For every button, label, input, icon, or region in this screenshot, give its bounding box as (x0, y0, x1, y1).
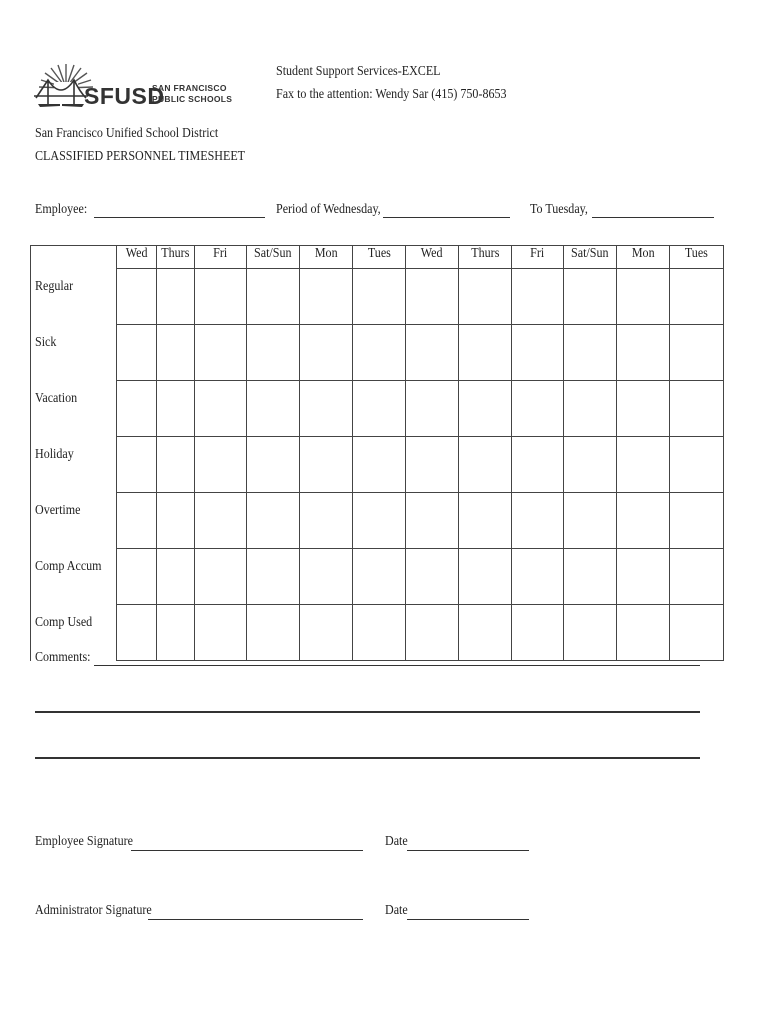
day-header: Mon (300, 246, 353, 269)
hours-cell[interactable] (670, 269, 724, 325)
hours-cell[interactable] (195, 549, 247, 605)
timesheet-table (30, 245, 724, 661)
day-header: Mon (617, 246, 670, 269)
logo-subtitle (152, 83, 232, 105)
hours-cell[interactable] (353, 381, 406, 437)
employee-field[interactable] (94, 217, 265, 218)
hours-cell[interactable] (670, 437, 724, 493)
hours-cell[interactable] (247, 437, 300, 493)
hours-cell[interactable] (157, 269, 195, 325)
row-label-header (31, 246, 117, 269)
hours-cell[interactable] (406, 493, 459, 549)
hours-cell[interactable] (617, 325, 670, 381)
hours-cell[interactable] (195, 381, 247, 437)
hours-cell[interactable] (117, 549, 157, 605)
hours-cell[interactable] (670, 325, 724, 381)
hours-cell[interactable] (512, 605, 564, 661)
hours-cell[interactable] (406, 437, 459, 493)
row-label: Sick (31, 325, 117, 381)
hours-cell[interactable] (195, 605, 247, 661)
day-header: Tues (353, 246, 406, 269)
employee-date-label: Date (385, 834, 408, 849)
comments-line-1[interactable] (94, 665, 700, 666)
employee-date-field[interactable] (407, 850, 529, 851)
hours-cell[interactable] (670, 381, 724, 437)
employee-signature-label: Employee Signature (35, 834, 133, 849)
hours-cell[interactable] (564, 325, 617, 381)
table-row (31, 493, 724, 549)
table-row (31, 381, 724, 437)
hours-cell[interactable] (247, 269, 300, 325)
hours-cell[interactable] (247, 325, 300, 381)
employee-signature-field[interactable] (131, 850, 363, 851)
hours-cell[interactable] (300, 605, 353, 661)
hours-cell[interactable] (353, 269, 406, 325)
day-header: Fri (512, 246, 564, 269)
hours-cell[interactable] (157, 493, 195, 549)
hours-cell[interactable] (459, 325, 512, 381)
hours-cell[interactable] (459, 381, 512, 437)
hours-cell[interactable] (157, 381, 195, 437)
logo-line-1: SAN FRANCISCO (152, 83, 227, 93)
hours-cell[interactable] (617, 493, 670, 549)
hours-cell[interactable] (247, 381, 300, 437)
hours-cell[interactable] (117, 437, 157, 493)
hours-cell[interactable] (670, 605, 724, 661)
day-header: Tues (670, 246, 724, 269)
hours-cell[interactable] (406, 549, 459, 605)
admin-signature-label: Administrator Signature (35, 903, 152, 918)
hours-cell[interactable] (670, 549, 724, 605)
hours-cell[interactable] (353, 605, 406, 661)
hours-cell[interactable] (564, 381, 617, 437)
hours-cell[interactable] (117, 269, 157, 325)
hours-cell[interactable] (157, 437, 195, 493)
page-title: CLASSIFIED PERSONNEL TIMESHEET (35, 149, 246, 164)
hours-cell[interactable] (617, 437, 670, 493)
hours-cell[interactable] (406, 269, 459, 325)
day-header: Thurs (459, 246, 512, 269)
hours-cell[interactable] (300, 493, 353, 549)
admin-signature-field[interactable] (148, 919, 363, 920)
day-header: Sat/Sun (564, 246, 617, 269)
period-start-field[interactable] (383, 217, 510, 218)
logo-line-2: PUBLIC SCHOOLS (152, 94, 233, 104)
hours-cell[interactable] (247, 493, 300, 549)
hours-cell[interactable] (512, 381, 564, 437)
hours-cell[interactable] (353, 437, 406, 493)
day-header: Wed (117, 246, 157, 269)
table-row (31, 269, 724, 325)
hours-cell[interactable] (459, 269, 512, 325)
hours-cell[interactable] (512, 269, 564, 325)
hours-cell[interactable] (617, 605, 670, 661)
header-fax: Fax to the attention: Wendy Sar (415) 750-8653 (276, 87, 507, 102)
admin-date-field[interactable] (407, 919, 529, 920)
row-label: Comp Accum (31, 549, 117, 605)
hours-cell[interactable] (300, 437, 353, 493)
period-end-field[interactable] (592, 217, 714, 218)
hours-cell[interactable] (117, 493, 157, 549)
hours-cell[interactable] (300, 381, 353, 437)
hours-cell[interactable] (247, 549, 300, 605)
hours-cell[interactable] (617, 269, 670, 325)
hours-cell[interactable] (353, 493, 406, 549)
row-label: Holiday (31, 437, 117, 493)
hours-cell[interactable] (406, 605, 459, 661)
header-dept: Student Support Services-EXCEL (276, 64, 441, 79)
hours-cell[interactable] (617, 381, 670, 437)
comments-line-2[interactable] (35, 711, 700, 713)
table-row (31, 437, 724, 493)
hours-cell[interactable] (564, 269, 617, 325)
hours-cell[interactable] (117, 325, 157, 381)
table-row (31, 549, 724, 605)
hours-cell[interactable] (300, 325, 353, 381)
day-header: Thurs (157, 246, 195, 269)
comments-label: Comments: (35, 650, 91, 665)
hours-cell[interactable] (564, 493, 617, 549)
hours-cell[interactable] (195, 493, 247, 549)
hours-cell[interactable] (512, 493, 564, 549)
logo-abbrev: SFUSD (84, 83, 165, 109)
to-label: To Tuesday, (530, 202, 588, 217)
hours-cell[interactable] (117, 605, 157, 661)
hours-cell[interactable] (459, 605, 512, 661)
period-label: Period of Wednesday, (276, 202, 381, 217)
hours-cell[interactable] (157, 549, 195, 605)
hours-cell[interactable] (247, 605, 300, 661)
table-row (31, 325, 724, 381)
row-label: Comp Used (31, 605, 117, 661)
hours-cell[interactable] (459, 437, 512, 493)
hours-cell[interactable] (564, 605, 617, 661)
hours-cell[interactable] (195, 325, 247, 381)
hours-cell[interactable] (564, 549, 617, 605)
hours-cell[interactable] (670, 493, 724, 549)
hours-cell[interactable] (617, 549, 670, 605)
hours-cell[interactable] (353, 549, 406, 605)
hours-cell[interactable] (512, 437, 564, 493)
row-label: Regular (31, 269, 117, 325)
comments-line-3[interactable] (35, 757, 700, 759)
hours-cell[interactable] (564, 437, 617, 493)
hours-cell[interactable] (512, 549, 564, 605)
hours-cell[interactable] (353, 325, 406, 381)
row-label: Overtime (31, 493, 117, 549)
district-name: San Francisco Unified School District (35, 126, 219, 141)
hours-cell[interactable] (157, 325, 195, 381)
hours-cell[interactable] (300, 549, 353, 605)
row-label: Vacation (31, 381, 117, 437)
hours-cell[interactable] (459, 493, 512, 549)
day-header: Sat/Sun (247, 246, 300, 269)
table-row (31, 605, 724, 661)
hours-cell[interactable] (512, 325, 564, 381)
hours-cell[interactable] (406, 325, 459, 381)
hours-cell[interactable] (459, 549, 512, 605)
hours-cell[interactable] (157, 605, 195, 661)
hours-cell[interactable] (300, 269, 353, 325)
admin-date-label: Date (385, 903, 408, 918)
hours-cell[interactable] (406, 381, 459, 437)
hours-cell[interactable] (195, 269, 247, 325)
hours-cell[interactable] (117, 381, 157, 437)
day-header: Wed (406, 246, 459, 269)
employee-label: Employee: (35, 202, 88, 217)
hours-cell[interactable] (195, 437, 247, 493)
table-header-row (31, 246, 724, 269)
day-header: Fri (195, 246, 247, 269)
